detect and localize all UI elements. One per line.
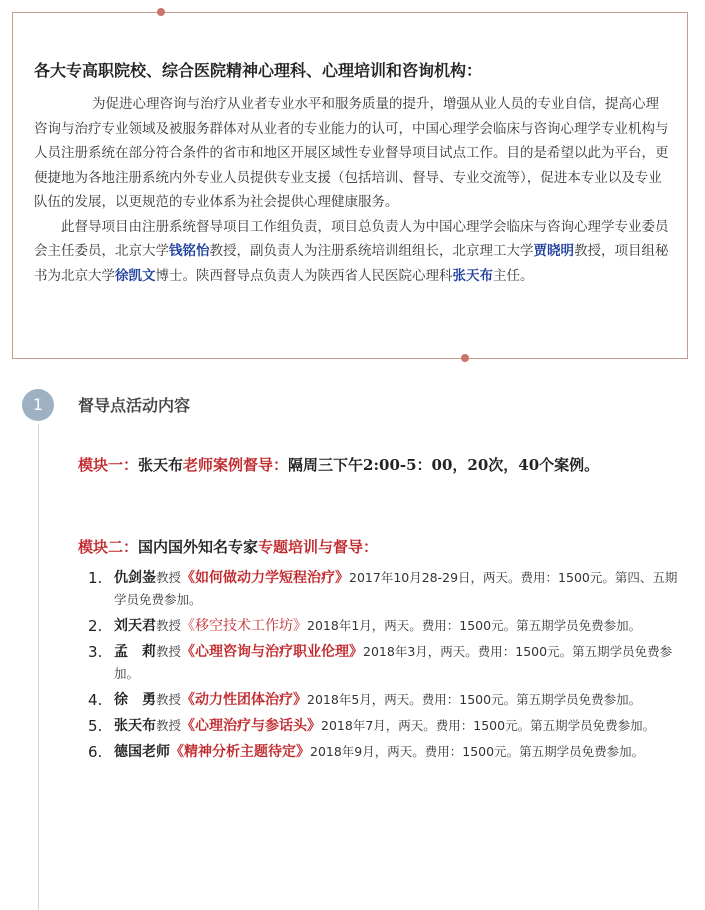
frame-top-dot xyxy=(157,8,165,16)
module-1-label: 模块一： xyxy=(78,456,139,474)
list-item xyxy=(88,641,688,685)
list-item xyxy=(88,615,688,637)
instructor-role: 教授 xyxy=(156,618,182,633)
p2-text-a: 此督导项目由注册系统督导项目工作组负责，项目总负责人为中国心理学会临床与咨询心理学专业委员会主任委员，北京大学 xyxy=(34,218,669,259)
course-detail: 2018年7月，两天。费用：1500元。第五期学员免费参加。 xyxy=(321,718,656,733)
list-item xyxy=(88,715,688,737)
person-qian: 钱铭怡 xyxy=(169,243,210,259)
instructor-name: 孟 莉 xyxy=(114,644,156,660)
person-zhang: 张天布 xyxy=(452,267,493,284)
course-detail: 2018年1月，两天。费用：1500元。第五期学员免费参加。 xyxy=(307,618,642,633)
item-number: 3. xyxy=(88,643,103,661)
instructor-name: 徐 勇 xyxy=(114,692,156,708)
timeline-line xyxy=(38,424,39,910)
intro-heading: 各大专高职院校、综合医院精神心理科、心理培训和咨询机构： xyxy=(34,61,483,80)
course-detail: 2018年9月，两天。费用：1500元。第五期学员免费参加。 xyxy=(310,744,645,759)
module-1-detail: 隔周三下午2:00-5：00，20次，40个案例。 xyxy=(288,456,600,474)
section-number-badge: 1 xyxy=(22,389,54,421)
module-2-prefix: 国内国外知名专家 xyxy=(138,538,259,556)
course-title: 《心理治疗与参话头》 xyxy=(181,718,322,734)
instructor-name: 刘天君 xyxy=(114,618,156,634)
instructor-role: 教授 xyxy=(156,718,182,733)
list-item xyxy=(88,741,688,763)
p2-text-c: 教授，项目组秘书为北京大学 xyxy=(34,243,669,284)
instructor-role: 教授 xyxy=(156,570,182,585)
frame-right-line xyxy=(687,12,688,358)
p2-text-b: 教授，副负责人为注册系统培训组组长，北京理工大学 xyxy=(209,243,534,259)
course-detail: 2018年3月，两天。费用：1500元。第五期学员免费参加。 xyxy=(114,644,673,681)
intro-paragraph-2 xyxy=(34,215,670,289)
intro-body xyxy=(34,92,670,288)
instructor-role: 教授 xyxy=(156,692,182,707)
item-number: 4. xyxy=(88,691,103,709)
intro-paragraph-1: 为促进心理咨询与治疗从业者专业水平和服务质量的提升，增强从业人员的专业自信，提高心理咨询与治疗专业领域及被服务群体对从业者的专业能力的认可，中国心理学会临床与咨询心理学专业机构与人员注册系统在部分符合条件的省市和地区开展区域性专业督导项目试点工作。目的是希望以此为平台，更便捷地为各地注册系统内外专业人员提供专业支援（包括培训、督导、专业交流等），促进本专业以及专业队伍的发展，以更规范的专业体系为社会提供心理健康服务。 xyxy=(34,96,669,210)
instructor-name: 仇剑崟 xyxy=(114,570,156,586)
course-title: 《如何做动力学短程治疗》 xyxy=(181,570,350,586)
module-1-topic: 老师案例督导： xyxy=(183,456,289,474)
instructor-name: 德国老师 xyxy=(114,744,170,760)
course-title: 《移空技术工作坊》 xyxy=(181,618,308,634)
item-number: 5. xyxy=(88,717,103,735)
instructor-name: 张天布 xyxy=(114,718,156,734)
frame-bottom-dot xyxy=(461,354,469,362)
module-1-name: 张天布 xyxy=(138,456,184,474)
person-jia: 贾晓明 xyxy=(533,243,574,259)
module-1 xyxy=(78,452,688,479)
p2-text-d: 博士。陕西督导点负责人为陕西省人民医院心理科 xyxy=(155,267,453,284)
module-2-label: 模块二： xyxy=(78,538,139,556)
course-list xyxy=(88,567,688,767)
list-item xyxy=(88,689,688,711)
course-title: 《动力性团体治疗》 xyxy=(181,692,308,708)
item-number: 2. xyxy=(88,617,103,635)
module-2-topic: 专题培训与督导： xyxy=(258,538,379,556)
frame-left-line xyxy=(12,12,13,358)
section-title: 督导点活动内容 xyxy=(78,396,191,415)
frame-top-line xyxy=(12,12,688,13)
person-xu: 徐凯文 xyxy=(115,267,156,284)
course-title: 《心理咨询与治疗职业伦理》 xyxy=(181,644,364,660)
item-number: 6. xyxy=(88,743,103,761)
course-title: 《精神分析主题待定》 xyxy=(170,744,310,760)
item-number: 1. xyxy=(88,569,103,587)
instructor-role: 教授 xyxy=(156,644,182,659)
module-2 xyxy=(78,534,688,561)
list-item xyxy=(88,567,688,611)
frame-bottom-line xyxy=(12,358,688,359)
course-detail: 2017年10月28-29日，两天。费用：1500元。第四、五期学员免费参加。 xyxy=(114,570,678,607)
p2-text-e: 主任。 xyxy=(493,267,534,284)
course-detail: 2018年5月，两天。费用：1500元。第五期学员免费参加。 xyxy=(307,692,642,707)
